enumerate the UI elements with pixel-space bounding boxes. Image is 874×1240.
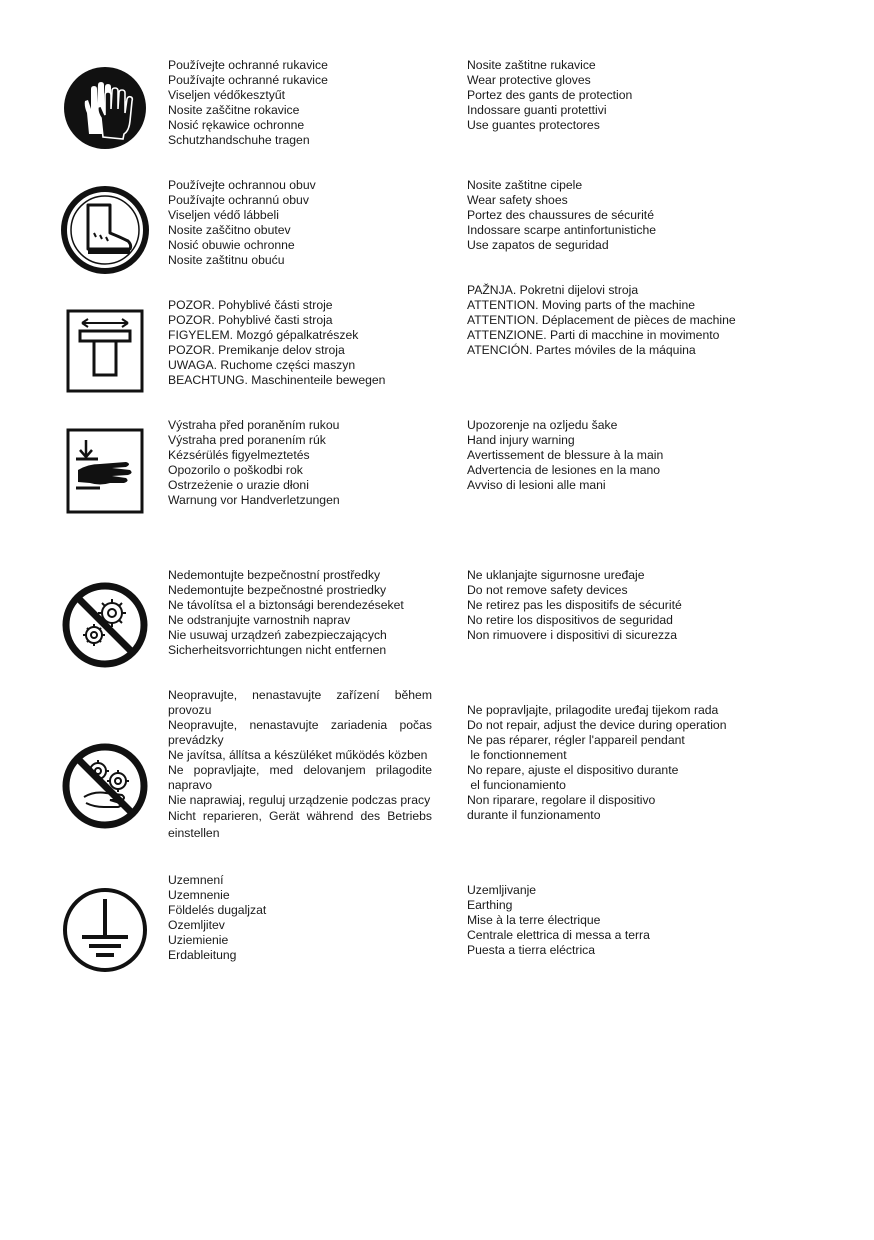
text-line: Wear protective gloves [467,73,591,87]
right-text-column [467,178,797,253]
text-line: Uzemnenie [168,888,230,902]
text-line: Warnung vor Handverletzungen [168,493,340,507]
text-line: Ne retirez pas les dispositifs de sécurité [467,598,682,612]
text-line: No retire los dispositivos de seguridad [467,613,673,627]
text-line: Opozorilo o poškodbi rok [168,463,303,477]
text-line: Avviso di lesioni alle mani [467,478,606,492]
text-line: Ne javítsa, állítsa a készüléket működés közben [168,748,428,762]
text-line: Kézsérülés figyelmeztetés [168,448,310,462]
right-text-column [467,883,797,958]
right-text-column [467,283,797,358]
hand-injury-icon [60,426,150,516]
text-line: Centrale elettrica di messa a terra [467,928,650,942]
text-line: Avertissement de blessure à la main [467,448,664,462]
text-line: Nedemontujte bezpečnostní prostředky [168,568,381,582]
text-line: durante il funzionamento [467,808,601,822]
text-line: Ostrzeżenie o urazie dłoni [168,478,309,492]
text-line: Earthing [467,898,513,912]
no-repair-during-operation-icon [60,741,150,831]
text-line: Portez des chaussures de sécurité [467,208,654,222]
text-line: Uzemljivanje [467,883,537,897]
text-line: Non riparare, regolare il dispositivo [467,793,656,807]
text-line: ATTENZIONE. Parti di macchine in movimento [467,328,720,342]
text-line: Indossare guanti protettivi [467,103,607,117]
text-line: ATTENTION. Moving parts of the machine [467,298,696,312]
right-text-column [467,703,797,823]
text-line: Sicherheitsvorrichtungen nicht entfernen [168,643,387,657]
text-line: Používajte ochrannú obuv [168,193,309,207]
text-line: UWAGA. Ruchome części maszyn [168,358,356,372]
text-line: Ne popravljajte, med delovanjem prilagodite napravo [168,763,432,792]
earthing-icon [60,885,150,975]
text-line: Non rimuovere i dispositivi di sicurezza [467,628,677,642]
text-line: Uziemienie [168,933,229,947]
text-line: Nosite zaščitne rokavice [168,103,300,117]
text-line: Mise à la terre électrique [467,913,601,927]
safety-shoes-icon [60,185,150,275]
text-line: Viseljen védőkesztyűt [168,88,285,102]
text-line: Nicht reparieren, Gerät während des Betriebs einstellen [168,809,432,840]
text-line: Nosić rękawice ochronne [168,118,305,132]
text-line: Nie naprawiaj, reguluj urządzenie podczas pracy [168,793,431,807]
text-line: Používejte ochranné rukavice [168,58,328,72]
left-text-column [168,568,432,658]
text-line: Používejte ochrannou obuv [168,178,316,192]
text-line: Uzemnení [168,873,224,887]
text-line: Ne popravljajte, prilagodite uređaj tijekom rada [467,703,719,717]
text-line: Upozorenje na ozljedu šake [467,418,618,432]
left-text-column [168,298,432,388]
text-line: Hand injury warning [467,433,575,447]
text-line: Viseljen védő lábbeli [168,208,279,222]
right-text-column [467,418,797,493]
text-line: le fonctionnement [467,748,567,762]
text-line: Use guantes protectores [467,118,600,132]
text-line: Nosite zaščitno obutev [168,223,291,237]
text-line: Ne pas réparer, régler l'appareil pendant [467,733,685,747]
left-text-column [168,58,432,148]
text-line: Portez des gants de protection [467,88,633,102]
text-line: Indossare scarpe antinfortunistiche [467,223,657,237]
text-line: BEACHTUNG. Maschinenteile bewegen [168,373,386,387]
text-line: Výstraha před poraněním rukou [168,418,340,432]
text-line: Nie usuwaj urządzeń zabezpieczających [168,628,387,642]
text-line: el funcionamiento [467,778,566,792]
text-line: Use zapatos de seguridad [467,238,609,252]
text-line: Nosite zaštitne rukavice [467,58,596,72]
text-line: Nosite zaštitne cipele [467,178,583,192]
left-text-column [168,178,432,268]
protective-gloves-icon [60,63,150,153]
text-line: Neopravujte, nenastavujte zařízení během provozu [168,688,432,717]
left-text-column [168,418,432,508]
text-line: ATTENTION. Déplacement de pièces de machine [467,313,736,327]
text-line: Ne uklanjajte sigurnosne uređaje [467,568,645,582]
left-text-column [168,688,432,842]
text-line: Wear safety shoes [467,193,568,207]
text-line: Advertencia de lesiones en la mano [467,463,661,477]
text-line: Výstraha pred poranením rúk [168,433,326,447]
left-text-column [168,873,432,963]
text-line: Nosić obuwie ochronne [168,238,295,252]
text-line: Puesta a tierra eléctrica [467,943,596,957]
no-remove-safety-devices-icon [60,580,150,670]
text-line: Ne távolítsa el a biztonsági berendezéseket [168,598,404,612]
text-line: Schutzhandschuhe tragen [168,133,310,147]
text-line: No repare, ajuste el dispositivo durante [467,763,679,777]
text-line: Erdableitung [168,948,237,962]
moving-parts-icon [60,306,150,396]
text-line: FIGYELEM. Mozgó gépalkatrészek [168,328,359,342]
text-line: Földelés dugaljzat [168,903,267,917]
right-text-column [467,568,797,643]
text-line: POZOR. Pohyblivé časti stroja [168,313,333,327]
text-line: Ne odstranjujte varnostnih naprav [168,613,351,627]
text-line: Nedemontujte bezpečnostné prostriedky [168,583,387,597]
text-line: Používajte ochranné rukavice [168,73,328,87]
text-line: Neopravujte, nenastavujte zariadenia počas prevádzky [168,718,432,747]
text-line: Nosite zaštitnu obuću [168,253,285,267]
right-text-column [467,58,797,133]
text-line: Do not repair, adjust the device during operation [467,718,727,732]
text-line: PAŽNJA. Pokretni dijelovi stroja [467,283,639,297]
text-line: Do not remove safety devices [467,583,628,597]
text-line: Ozemljitev [168,918,225,932]
text-line: POZOR. Pohyblivé části stroje [168,298,333,312]
text-line: POZOR. Premikanje delov stroja [168,343,345,357]
text-line: ATENCIÓN. Partes móviles de la máquina [467,343,696,357]
